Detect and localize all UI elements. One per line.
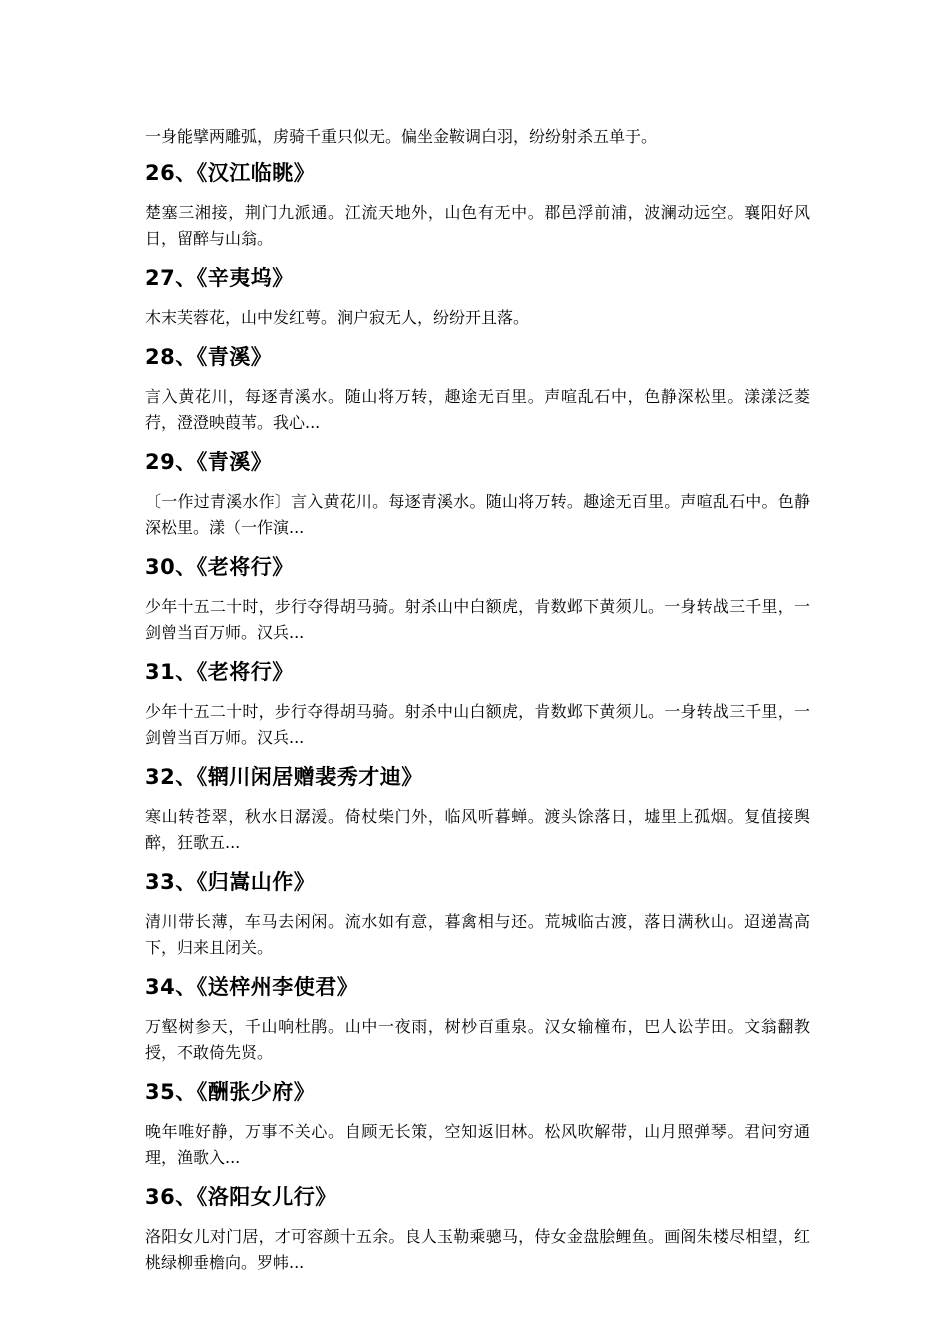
poem-entry: [145, 265, 810, 331]
poem-number: 27、: [145, 266, 197, 290]
poem-excerpt: 寒山转苍翠，秋水日潺湲。倚杖柴门外，临风听暮蝉。渡头馀落日，墟里上孤烟。复值接舆醉，狂歌五...: [145, 807, 810, 852]
poem-number: 26、: [145, 161, 197, 185]
poem-heading: [145, 764, 810, 790]
document-page: [145, 124, 810, 1289]
poem-number: 31、: [145, 660, 197, 684]
poem-title: 《辋川闲居赠裴秀才迪》: [196, 765, 423, 789]
poem-number: 29、: [145, 450, 197, 474]
poem-excerpt: 洛阳女儿对门居，才可容颜十五余。良人玉勒乘骢马，侍女金盘脍鲤鱼。画阁朱楼尽相望，红桃绿柳垂檐向。罗帏...: [145, 1227, 810, 1272]
poem-entry: [145, 160, 810, 252]
poem-title: 《洛阳女儿行》: [196, 1185, 337, 1209]
poem-number: 33、: [145, 870, 197, 894]
poem-entry: [145, 974, 810, 1066]
poem-excerpt: 言入黄花川，每逐青溪水。随山将万转，趣途无百里。声喧乱石中，色静深松里。漾漾泛菱荇，澄澄映葭苇。我心...: [145, 387, 810, 432]
poem-number: 34、: [145, 975, 197, 999]
poem-excerpt: 晚年唯好静，万事不关心。自顾无长策，空知返旧林。松风吹解带，山月照弹琴。君问穷通理，渔歌入...: [145, 1122, 810, 1167]
poem-heading: [145, 659, 810, 685]
poem-title: 《辛夷坞》: [196, 266, 294, 290]
poem-title: 《归嵩山作》: [196, 870, 316, 894]
poem-entry: [145, 449, 810, 541]
poem-number: 36、: [145, 1185, 197, 1209]
poem-entry: [145, 869, 810, 961]
poem-title: 《老将行》: [196, 555, 294, 579]
poem-excerpt: 清川带长薄，车马去闲闲。流水如有意，暮禽相与还。荒城临古渡，落日满秋山。迢递嵩高下，归来且闭关。: [145, 912, 810, 957]
poem-heading: [145, 160, 810, 186]
poem-heading: [145, 344, 810, 370]
poem-heading: [145, 1079, 810, 1105]
poem-heading: [145, 554, 810, 580]
poem-excerpt: 万壑树参天，千山响杜鹃。山中一夜雨，树杪百重泉。汉女输橦布，巴人讼芋田。文翁翻教授，不敢倚先贤。: [145, 1017, 810, 1062]
poem-title: 《老将行》: [196, 660, 294, 684]
poem-entry: [145, 554, 810, 646]
poem-entry: [145, 1184, 810, 1276]
poem-entry: [145, 1079, 810, 1171]
poem-number: 35、: [145, 1080, 197, 1104]
poem-heading: [145, 974, 810, 1000]
poem-entry: [145, 764, 810, 856]
poem-heading: [145, 449, 810, 475]
poem-title: 《汉江临眺》: [196, 161, 316, 185]
poem-excerpt: 楚塞三湘接，荆门九派通。江流天地外，山色有无中。郡邑浮前浦，波澜动远空。襄阳好风日，留醉与山翁。: [145, 203, 810, 248]
poem-number: 30、: [145, 555, 197, 579]
poem-number: 28、: [145, 345, 197, 369]
poem-entry: [145, 344, 810, 436]
poem-heading: [145, 869, 810, 895]
poem-excerpt: 〔一作过青溪水作〕言入黄花川。每逐青溪水。随山将万转。趣途无百里。声喧乱石中。色静深松里。漾（一作演...: [145, 492, 810, 537]
intro-paragraph: 一身能擘两雕弧，虏骑千重只似无。偏坐金鞍调白羽，纷纷射杀五单于。: [145, 127, 658, 146]
poem-list: [145, 160, 810, 1276]
poem-title: 《送梓州李使君》: [196, 975, 359, 999]
poem-heading: [145, 265, 810, 291]
poem-excerpt: 少年十五二十时，步行夺得胡马骑。射杀中山白额虎，肯数邺下黄须儿。一身转战三千里，一剑曾当百万师。汉兵...: [145, 702, 810, 747]
poem-title: 《酬张少府》: [196, 1080, 316, 1104]
poem-title: 《青溪》: [196, 450, 273, 474]
poem-heading: [145, 1184, 810, 1210]
poem-title: 《青溪》: [196, 345, 273, 369]
poem-entry: [145, 659, 810, 751]
poem-excerpt: 少年十五二十时，步行夺得胡马骑。射杀山中白额虎，肯数邺下黄须儿。一身转战三千里，一剑曾当百万师。汉兵...: [145, 597, 810, 642]
poem-excerpt: 木末芙蓉花，山中发红萼。涧户寂无人，纷纷开且落。: [145, 308, 530, 327]
poem-number: 32、: [145, 765, 197, 789]
